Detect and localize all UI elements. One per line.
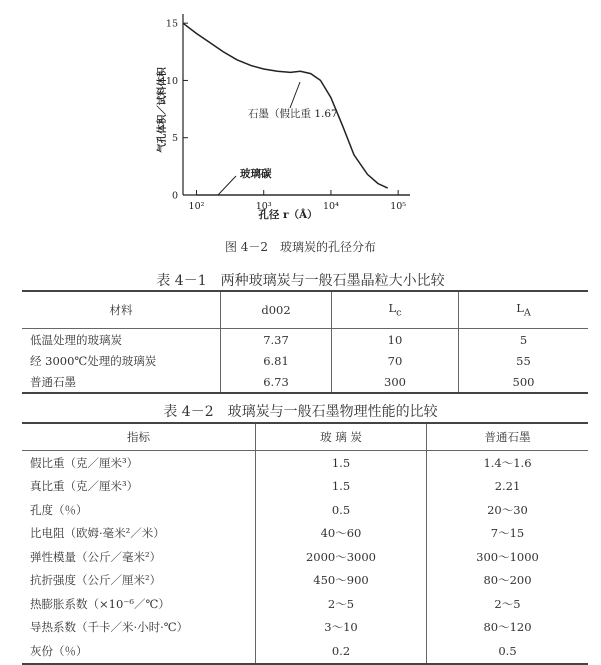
- column-header-la: $L_A$: [459, 291, 589, 329]
- x-axis-label: 孔径 r（Å）: [258, 209, 318, 221]
- table1-title: 表 4－1 两种玻璃炭与一般石墨晶粒大小比较: [156, 273, 445, 289]
- table-cell: 灰份（％）: [30, 643, 88, 658]
- y-tick-label: 5: [171, 133, 178, 145]
- table-cell: 0.5: [256, 498, 427, 522]
- table-cell: 导热系数（千卡／米·小时·℃）: [30, 620, 189, 635]
- table-cell: 2～5: [256, 592, 427, 616]
- graphite-annotation: 石墨（假比重 1.67: [248, 108, 338, 120]
- table-cell: 7.37: [221, 329, 332, 351]
- table-cell: 6.81: [221, 350, 332, 371]
- y-axis-label: 气孔体积／试料体积: [157, 67, 168, 153]
- table-cell: 1.5: [256, 475, 427, 499]
- pore-distribution-chart: [0, 0, 601, 240]
- table-cell: 20～30: [427, 498, 589, 522]
- graphite-leader-line: [290, 82, 300, 108]
- table-cell: 80～120: [427, 616, 589, 640]
- subscript-c: c: [396, 307, 402, 319]
- table-cell: 经 3000℃处理的玻璃炭: [30, 353, 157, 368]
- table-row: [22, 498, 588, 522]
- table-cell: 假比重（克／厘米³）: [30, 455, 139, 470]
- table-cell: 6.73: [221, 371, 332, 393]
- table-cell: 低温处理的玻璃炭: [30, 332, 122, 347]
- y-tick-label: 10: [165, 75, 178, 87]
- table-cell: 55: [459, 350, 589, 371]
- table-row: [22, 616, 588, 640]
- table-cell: 2000～3000: [256, 545, 427, 569]
- table-row: [22, 545, 588, 569]
- table-row: [22, 639, 588, 664]
- glassy-carbon-annotation: 玻璃碳: [240, 168, 272, 180]
- table-cell: 1.5: [256, 451, 427, 475]
- table-cell: 40～60: [256, 522, 427, 546]
- table-row: [22, 592, 588, 616]
- table-cell: 孔度（％）: [30, 502, 88, 517]
- table2-title: 表 4－2 玻璃炭与一般石墨物理性能的比较: [163, 404, 438, 420]
- y-tick-label: 15: [165, 18, 178, 30]
- x-tick-label: 10⁵: [390, 201, 407, 212]
- table-cell: 热膨胀系数（×10⁻⁶／℃）: [30, 596, 170, 611]
- column-header-lc: $L_c$: [332, 291, 459, 329]
- table-row: [22, 329, 588, 351]
- table-cell: 70: [332, 350, 459, 371]
- column-header-d002: d002: [221, 291, 332, 329]
- table-row: [22, 569, 588, 593]
- table-cell: 2.21: [427, 475, 589, 499]
- column-header-glassy-carbon: 玻 璃 炭: [256, 423, 427, 451]
- column-header-material: 材料: [22, 291, 221, 329]
- table-cell: 2～5: [427, 592, 589, 616]
- table-cell: 0.2: [256, 639, 427, 664]
- glassy-carbon-leader-line: [218, 176, 236, 195]
- table-cell: 500: [459, 371, 589, 393]
- table-cell: 弹性模量（公斤／毫米²）: [30, 549, 162, 564]
- table-row: [22, 475, 588, 499]
- table-row: [22, 522, 588, 546]
- table-cell: 450～900: [256, 569, 427, 593]
- table-cell: 3～10: [256, 616, 427, 640]
- x-tick-label: 10³: [255, 201, 272, 212]
- physical-properties-table: [22, 422, 588, 665]
- x-tick-label: 10⁴: [322, 201, 339, 212]
- table-cell: 普通石墨: [30, 374, 76, 389]
- table-cell: 真比重（克／厘米³）: [30, 479, 139, 494]
- table-cell: 10: [332, 329, 459, 351]
- table-header-row: [22, 423, 588, 451]
- table-cell: 1.4～1.6: [427, 451, 589, 475]
- subscript-a: A: [523, 307, 531, 319]
- table-row: [22, 371, 588, 393]
- table-cell: 80～200: [427, 569, 589, 593]
- table-cell: 5: [459, 329, 589, 351]
- table-row: [22, 451, 588, 475]
- table-cell: 7～15: [427, 522, 589, 546]
- crystallite-size-table: [22, 290, 588, 394]
- x-tick-label: 10²: [188, 201, 205, 212]
- figure-caption: 图 4－2 玻璃炭的孔径分布: [224, 240, 377, 254]
- table-header-row: [22, 291, 588, 329]
- column-header-graphite: 普通石墨: [427, 423, 589, 451]
- table-cell: 300～1000: [427, 545, 589, 569]
- table-cell: 300: [332, 371, 459, 393]
- table-cell: 0.5: [427, 639, 589, 664]
- table-row: [22, 350, 588, 371]
- y-tick-label: 0: [171, 190, 178, 202]
- table-cell: 比电阻（欧姆·毫米²／米）: [30, 526, 165, 541]
- column-header-indicator: 指标: [22, 423, 256, 451]
- table-cell: 抗折强度（公斤／厘米²）: [30, 573, 162, 588]
- graphite-curve: [183, 23, 388, 188]
